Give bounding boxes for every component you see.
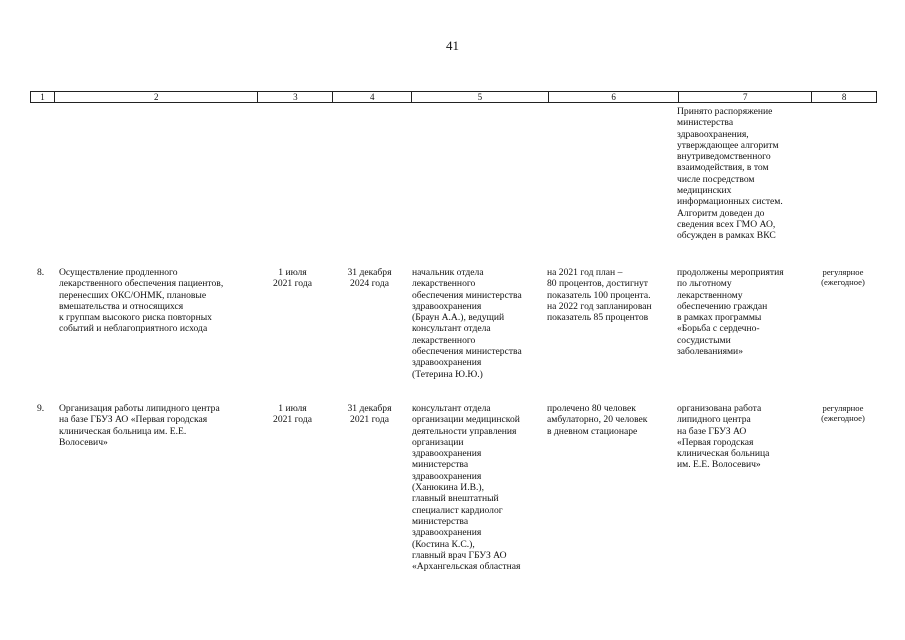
column-number-7: 7 bbox=[679, 92, 812, 102]
row-9-type: регулярное (ежегодное) bbox=[821, 403, 865, 424]
column-number-5: 5 bbox=[412, 92, 549, 102]
column-number-3: 3 bbox=[258, 92, 333, 102]
row-9-responsible: консультант отдела организации медицинской деятельности управления организации здравоохранения министерства здравоохранения (Ханюкина И.В.), главный внештатный специалист кардиолог министерства здравоохранения (Костина К.С.), главный врач ГБУЗ АО «Архангельская областная bbox=[412, 403, 521, 573]
row-8-indicator: на 2021 год план – 80 процентов, достигнут показатель 100 процента. на 2022 год запланирован показатель 85 процентов bbox=[547, 267, 652, 324]
column-number-8: 8 bbox=[841, 92, 847, 102]
column-number-4: 4 bbox=[333, 92, 412, 102]
row-8-start-date: 1 июля 2021 года bbox=[273, 267, 312, 290]
row-9-start-date: 1 июля 2021 года bbox=[273, 403, 312, 426]
table-column-numbers bbox=[30, 91, 877, 103]
row-8-responsible: начальник отдела лекарственного обеспечения министерства здравоохранения (Браун А.А.), ведущий консультант отдела лекарственного обеспечения министерства здравоохранения (Тетерина Ю.Ю.) bbox=[412, 267, 522, 380]
row-9-number: 9. bbox=[37, 403, 45, 414]
row-9-result: организована работа липидного центра на базе ГБУЗ АО «Первая городская клиническая больница им. Е.Е. Волосевич» bbox=[677, 403, 770, 471]
row-9-indicator: пролечено 80 человек амбулаторно, 20 человек в дневном стационаре bbox=[547, 403, 648, 437]
row-9-measure: Организация работы липидного центра на базе ГБУЗ АО «Первая городская клиническая больница им. Е.Е. Волосевич» bbox=[59, 403, 220, 448]
row-9-end-date: 31 декабря 2021 года bbox=[347, 403, 392, 426]
page-number: 41 bbox=[446, 38, 459, 53]
carryover-result: Принято распоряжение министерства здравоохранения, утверждающее алгоритм внутриведомственного взаимодействия, в том числе посредством медицинских информационных систем. Алгоритм доведен до сведения всех ГМО АО, обсужден в рамках ВКС bbox=[677, 106, 783, 242]
row-8-measure: Осуществление продленного лекарственного обеспечения пациентов, перенесших ОКС/ОНМК, плановые вмешательства и относящихся к группам высокого риска повторных событий и неблагоприятного исхода bbox=[59, 267, 224, 335]
column-number-1: 1 bbox=[31, 92, 55, 102]
column-number-2: 2 bbox=[55, 92, 259, 102]
column-number-6: 6 bbox=[549, 92, 680, 102]
row-8-result: продолжены мероприятия по льготному лекарственному обеспечению граждан в рамках программы «Борьба с сердечно- сосудистыми заболеваниями» bbox=[677, 267, 784, 358]
row-8-type: регулярное (ежегодное) bbox=[821, 267, 865, 288]
row-8-end-date: 31 декабря 2024 года bbox=[347, 267, 392, 290]
row-8-number: 8. bbox=[37, 267, 45, 278]
